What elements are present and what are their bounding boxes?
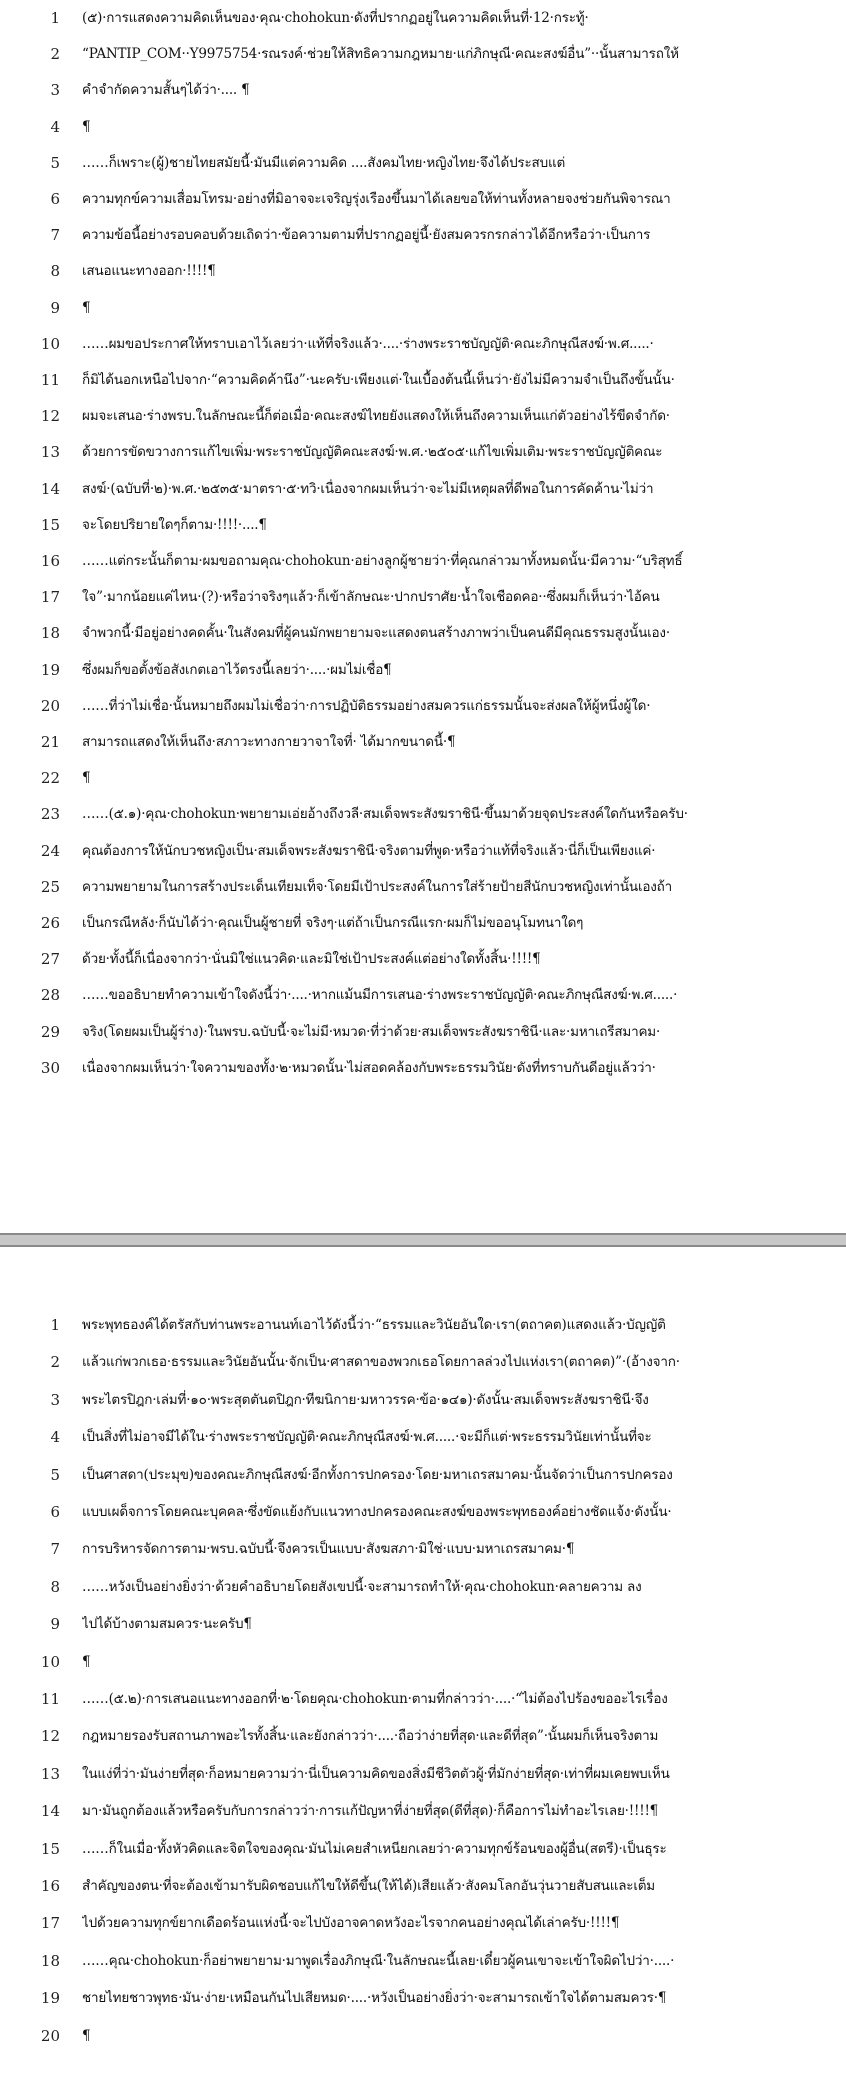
document-line <box>0 109 846 145</box>
document-line <box>0 1718 846 1754</box>
line-text[interactable]: กฎหมายรองรับสถานภาพอะไรทั้งสิ้น·และยังกล่าวว่า·....·ถือว่าง่ายที่สุด·และดีที่สุด”·นั้นผมก็เห็นจริงตาม <box>82 1728 659 1745</box>
line-text[interactable]: ……ขออธิบายทำความเข้าใจดังนี้ว่า·....·หากแม้นมีการเสนอ·ร่างพระราชบัญญัติ·คณะภิกษุณีสงฆ์·พ.ศ.....· <box>82 987 678 1004</box>
document-line <box>0 1868 846 1904</box>
line-number: 20 <box>40 2026 60 2045</box>
document-line <box>0 1569 846 1605</box>
line-number: 19 <box>40 660 60 679</box>
line-text[interactable]: การบริหารจัดการตาม·พรบ.ฉบับนี้·จึงควรเป็นแบบ·สังฆสภา·มิใช่·แบบ·มหาเถรสมาคม·¶ <box>82 1541 575 1558</box>
document-line <box>0 869 846 905</box>
line-text[interactable]: ……ก็ในเมื่อ·ทั้งหัวคิดและจิตใจของคุณ·มันไม่เคยสำเหนียกเลยว่า·ความทุกข์ร้อนของผู้อื่น(สตรี)·เป็นธุระ <box>82 1840 667 1857</box>
line-text[interactable]: ความข้อนี้อย่างรอบคอบด้วยเถิดว่า·ข้อความตามที่ปรากฏอยู่นี้·ยังสมควรกรกล่าวได้อีกหรือว่า·เป็นการ <box>82 227 651 244</box>
line-text[interactable]: ¶ <box>82 2027 91 2044</box>
line-text[interactable]: ความพยายามในการสร้างประเด็นเทียมเท็จ·โดยมีเป้าประสงค์ในการใส่ร้ายป้ายสีนักบวชหญิงเท่านั้นเองถ้า <box>82 878 673 895</box>
line-number: 14 <box>40 479 60 498</box>
line-text[interactable]: ……คุณ·chohokun·ก็อย่าพยายาม·มาพูดเรื่องภิกษุณี·ในลักษณะนี้เลย·เดี๋ยวผู้คนเขาจะเข้าใจผิดไปว่า·....· <box>82 1952 675 1969</box>
line-number: 15 <box>40 1839 60 1858</box>
line-text[interactable]: ผมจะเสนอ·ร่างพรบ.ในลักษณะนี้ก็ต่อเมื่อ·คณะสงฆ์ไทยยังแสดงให้เห็นถึงความเห็นแก่ตัวอย่างไร้ขีดจำกัด· <box>82 408 670 425</box>
line-text[interactable]: มา·มันถูกต้องแล้วหรือครับกับการกล่าวว่า·การแก้ปัญหาที่ง่ายที่สุด(ดีที่สุด)·ก็คือการไม่ทำอะไรเลย·!!!!¶ <box>82 1803 659 1820</box>
document-line <box>0 326 846 362</box>
line-text[interactable]: จริง(โดยผมเป็นผู้ร่าง)·ในพรบ.ฉบับนี้·จะไม่มี·หมวด·ที่ว่าด้วย·สมเด็จพระสังฆราชินี·และ·มหาเถรีสมาคม· <box>82 1023 661 1040</box>
document-line <box>0 543 846 579</box>
document-line <box>0 1419 846 1455</box>
line-number: 28 <box>40 986 60 1005</box>
line-number: 12 <box>40 1727 60 1746</box>
document-line <box>0 2018 846 2054</box>
document-line <box>0 181 846 217</box>
line-number: 23 <box>40 805 60 824</box>
line-text[interactable]: ความทุกข์ความเสื่อมโทรม·อย่างที่มิอาจจะเจริญรุ่งเรืองขึ้นมาได้เลยขอให้ท่านทั้งหลายจงช่วยกันพิจารณา <box>82 191 671 207</box>
document-line <box>0 688 846 724</box>
line-text[interactable]: จะโดยปริยายใดๆก็ตาม·!!!!·....¶ <box>82 516 267 533</box>
document-line <box>0 579 846 615</box>
line-number: 16 <box>40 552 60 570</box>
line-number: 27 <box>40 950 60 969</box>
line-number: 11 <box>40 1690 60 1708</box>
line-number: 3 <box>50 1390 60 1409</box>
line-text[interactable]: สามารถแสดงให้เห็นถึง·สภาวะทางกายวาจาใจที่· ได้มากขนาดนี้·¶ <box>82 734 456 750</box>
document-line <box>0 1382 846 1418</box>
line-number: 10 <box>40 334 60 353</box>
line-text[interactable]: ……ผมขอประกาศให้ทราบเอาไว้เลยว่า·แท้ที่จริงแล้ว·....·ร่างพระราชบัญญัติ·คณะภิกษุณีสงฆ์·พ.ศ.....· <box>82 335 654 352</box>
line-number: 11 <box>40 371 60 389</box>
document-line <box>0 941 846 977</box>
line-number: 22 <box>40 769 60 788</box>
line-number: 20 <box>40 696 60 715</box>
line-text[interactable]: ¶ <box>82 118 91 135</box>
line-number: 4 <box>50 1428 60 1447</box>
document-line <box>0 1980 846 2016</box>
document-line <box>0 1050 846 1086</box>
line-text[interactable]: ไปด้วยความทุกข์ยากเดือดร้อนแห่งนี้·จะไปบังอาจคาดหวังอะไรจากคนอย่างคุณได้เล่าครับ·!!!!¶ <box>82 1915 620 1932</box>
line-number: 6 <box>50 190 60 208</box>
document-line <box>0 1831 846 1867</box>
line-number: 9 <box>50 1615 60 1634</box>
line-number: 1 <box>50 1316 60 1334</box>
document-page-2 <box>0 1247 846 2077</box>
document-line <box>0 36 846 72</box>
document-line <box>0 398 846 434</box>
line-text[interactable]: เสนอแนะทางออก·!!!!¶ <box>82 263 216 280</box>
line-text[interactable]: ใจ”·มากน้อยแค่ไหน·(?)·หรือว่าจริงๆแล้ว·ก็เข้าลักษณะ·ปากปราศัย·น้ำใจเชือดคอ··ซึ่งผมก็เห็นว่า·ไอ้คน <box>82 589 660 606</box>
document-line <box>0 1531 846 1567</box>
document-line <box>0 977 846 1013</box>
document-line <box>0 290 846 326</box>
document-line <box>0 796 846 832</box>
document-line <box>0 1014 846 1050</box>
document-line <box>0 1494 846 1530</box>
line-text[interactable]: ชายไทยชาวพุทธ·มัน·ง่าย·เหมือนกันไปเสียหมด·....·หวังเป็นอย่างยิ่งว่า·จะสามารถเข้าใจได้ตามสมควร·¶ <box>82 1990 667 2007</box>
line-text[interactable]: เป็นสิ่งที่ไม่อาจมีได้ใน·ร่างพระราชบัญญัติ·คณะภิกษุณีสงฆ์·พ.ศ.....·จะมีก็แต่·พระธรรมวินัยเท่านั้นที่จะ <box>82 1429 652 1446</box>
line-number: 29 <box>40 1022 60 1041</box>
line-text[interactable]: ……(๕.๒)·การเสนอแนะทางออกที่·๒·โดยคุณ·chohokun·ตามที่กล่าวว่า·....·“ไม่ต้องไปร้องขออะไรเรื่อง <box>82 1691 668 1707</box>
page-break <box>0 1233 846 1247</box>
document-line <box>0 72 846 108</box>
line-number: 6 <box>50 1503 60 1521</box>
line-number: 18 <box>40 1951 60 1970</box>
document-line <box>0 362 846 398</box>
line-number: 16 <box>40 1877 60 1895</box>
line-text[interactable]: พระไตรปิฎก·เล่มที่·๑๐·พระสุตตันตปิฎก·ทีฆนิกาย·มหาวรรค·ข้อ·๑๔๑)·ดังนั้น·สมเด็จพระสังฆราชินี·จึง <box>82 1391 649 1408</box>
line-number: 3 <box>50 81 60 100</box>
document-line <box>0 434 846 470</box>
document-line <box>0 1943 846 1979</box>
document-line <box>0 0 846 36</box>
document-line <box>0 724 846 760</box>
line-number: 18 <box>40 624 60 643</box>
line-text[interactable]: พระพุทธองค์ได้ตรัสกับท่านพระอานนท์เอาไว้ดังนี้ว่า·“ธรรมและวินัยอันใด·เรา(ตถาคต)แสดงแล้ว·บัญญัติ <box>82 1317 666 1333</box>
line-number: 21 <box>40 733 60 751</box>
document-line <box>0 905 846 941</box>
line-text[interactable]: ¶ <box>82 1653 91 1670</box>
line-text[interactable]: เป็นศาสดา(ประมุข)ของคณะภิกษุณีสงฆ์·อีกทั้งการปกครอง·โดย·มหาเถรสมาคม·นั้นจัดว่าเป็นการปกครอง <box>82 1466 673 1483</box>
line-text[interactable]: “PANTIP_COM··Y9975754·รณรงค์·ช่วยให้สิทธิความกฎหมาย·แก่ภิกษุณี·คณะสงฆ์อื่น”··นั้นสามารถให้ <box>82 46 679 63</box>
document-line <box>0 760 846 796</box>
line-text[interactable]: ด้วย·ทั้งนี้ก็เนื่องจากว่า·นั่นมิใช่แนวคิด·และมิใช่เป้าประสงค์แต่อย่างใดทั้งสิ้น·!!!!¶ <box>82 951 541 968</box>
line-number: 1 <box>50 9 60 27</box>
line-text[interactable]: ……ที่ว่าไม่เชื่อ·นั้นหมายถึงผมไม่เชื่อว่า·การปฏิบัติธรรมอย่างสมควรแก่ธรรมนั้นจะส่งผลให้ผู้หนึ่งผู้ใด· <box>82 697 651 714</box>
line-number: 7 <box>50 1540 60 1559</box>
document-line <box>0 1793 846 1829</box>
line-text[interactable]: ……ก็เพราะ(ผู้)ชายไทยสมัยนี้·มันมีแต่ความคิด ....สังคมไทย·หญิงไทย·จึงได้ประสบแต่ <box>82 154 566 171</box>
line-number: 14 <box>40 1802 60 1821</box>
line-text[interactable]: ……หวังเป็นอย่างยิ่งว่า·ด้วยคำอธิบายโดยสังเขปนี้·จะสามารถทำให้·คุณ·chohokun·คลายความ ลง <box>82 1578 642 1595</box>
line-number: 15 <box>40 515 60 534</box>
line-number: 25 <box>40 877 60 896</box>
line-number: 24 <box>40 841 60 860</box>
line-text[interactable]: ……แต่กระนั้นก็ตาม·ผมขอถามคุณ·chohokun·อย่างลูกผู้ชายว่า·ที่คุณกล่าวมาทั้งหมดนั้น·มีความ·“บริสุทธิ์ <box>82 553 683 569</box>
document-line <box>0 217 846 253</box>
line-text[interactable]: ¶ <box>82 299 91 316</box>
document-line <box>0 615 846 651</box>
document-line <box>0 1344 846 1380</box>
line-text[interactable]: คำจำกัดความสั้นๆได้ว่า·.... ¶ <box>82 82 250 99</box>
line-text[interactable]: ……(๕.๑)·คุณ·chohokun·พยายามเอ่ยอ้างถึงวลี·สมเด็จพระสังฆราชินี·ขึ้นมาด้วยจุดประสงค์ใดกันหรือครับ· <box>82 806 688 823</box>
line-text[interactable]: สำคัญของตน·ที่จะต้องเข้ามารับผิดชอบแก้ไขให้ดีขึ้น(ให้ได้)เสียแล้ว·สังคมโลกอันวุ่นวายสับสนและเต็ม <box>82 1878 655 1894</box>
line-number: 8 <box>50 262 60 281</box>
document-line <box>0 507 846 543</box>
document-line <box>0 253 846 289</box>
line-text[interactable]: เป็นกรณีหลัง·ก็นับได้ว่า·คุณเป็นผู้ชายที่ จริงๆ·แต่ถ้าเป็นกรณีแรก·ผมก็ไม่ขออนุโมทนาใดๆ <box>82 915 584 931</box>
line-text[interactable]: แล้วแก่พวกเธอ·ธรรมและวินัยอันนั้น·จักเป็น·ศาสดาของพวกเธอโดยกาลล่วงไปแห่งเรา(ตถาคต)”·(อ้างจาก· <box>82 1354 680 1371</box>
line-number: 5 <box>50 153 60 172</box>
line-number: 2 <box>50 45 60 64</box>
line-number: 12 <box>40 407 60 426</box>
line-number: 17 <box>40 588 60 607</box>
line-number: 4 <box>50 117 60 136</box>
line-number: 13 <box>40 443 60 462</box>
line-number: 17 <box>40 1914 60 1933</box>
line-text[interactable]: ไปได้บ้างตามสมควร·นะครับ¶ <box>82 1616 252 1633</box>
document-line <box>0 1681 846 1717</box>
line-number: 9 <box>50 298 60 317</box>
document-line <box>0 145 846 181</box>
line-number: 26 <box>40 914 60 932</box>
line-text[interactable]: ก็มิได้นอกเหนือไปจาก·“ความคิดค้านึง”·นะครับ·เพียงแต่·ในเบื้องต้นนี้เห็นว่า·ยังไม่มีความจำเป็นถึงขั้นนั้น· <box>82 372 675 388</box>
line-text[interactable]: ด้วยการขัดขวางการแก้ไขเพิ่ม·พระราชบัญญัติคณะสงฆ์·พ.ศ.·๒๕๐๕·แก้ไขเพิ่มเติม·พระราชบัญญัติคณะ <box>82 444 663 461</box>
document-line <box>0 833 846 869</box>
line-text[interactable]: คุณต้องการให้นักบวชหญิงเป็น·สมเด็จพระสังฆราชินี·จริงตามที่พูด·หรือว่าแท้ที่จริงแล้ว·นี่ก็เป็นเพียงแค่· <box>82 842 656 859</box>
document-line <box>0 1457 846 1493</box>
line-number: 19 <box>40 1989 60 2008</box>
line-text[interactable]: สงฆ์·(ฉบับที่·๒)·พ.ศ.·๒๕๓๕·มาตรา·๕·ทวิ·เนื่องจากผมเห็นว่า·จะไม่มีเหตุผลที่ดีพอในการคัดค้าน·ไม่ว่า <box>82 480 654 497</box>
line-number: 2 <box>50 1353 60 1372</box>
line-number: 5 <box>50 1465 60 1484</box>
line-text[interactable]: ¶ <box>82 770 91 787</box>
document-line <box>0 1905 846 1941</box>
line-number: 7 <box>50 226 60 245</box>
line-number: 10 <box>40 1652 60 1671</box>
line-text[interactable]: จำพวกนี้·มีอยู่อย่างคดคั้น·ในสังคมที่ผู้คนมักพยายามจะแสดงตนสร้างภาพว่าเป็นคนดีมีคุณธรรมสูงนั้นเอง· <box>82 625 670 642</box>
document-line <box>0 1644 846 1680</box>
line-number: 30 <box>40 1058 60 1077</box>
line-text[interactable]: แบบเผด็จการโดยคณะบุคคล·ซึ่งขัดแย้งกับแนวทางปกครองคณะสงฆ์ของพระพุทธองค์อย่างชัดแจ้ง·ดังนั้น· <box>82 1504 672 1520</box>
line-text[interactable]: (๕)·การแสดงความคิดเห็นของ·คุณ·chohokun·ดังที่ปรากฏอยู่ในความคิดเห็นที่·12·กระทู้· <box>82 10 589 26</box>
document-line <box>0 1606 846 1642</box>
document-line <box>0 1307 846 1343</box>
document-line <box>0 1756 846 1792</box>
line-number: 13 <box>40 1764 60 1783</box>
line-text[interactable]: ในแง่ที่ว่า·มันง่ายที่สุด·ก็อหมายความว่า·นี่เป็นความคิดของสิ่งมีชีวิตตัวผู้·ที่มักง่ายที่สุด·เท่าที่ผมเคยพบเห็น <box>82 1765 670 1782</box>
line-text[interactable]: ซึ่งผมก็ขอตั้งข้อสังเกตเอาไว้ตรงนี้เลยว่า·....·ผมไม่เชื่อ¶ <box>82 661 392 678</box>
document-line <box>0 471 846 507</box>
document-line <box>0 652 846 688</box>
line-text[interactable]: เนื่องจากผมเห็นว่า·ใจความของทั้ง·๒·หมวดนั้น·ไม่สอดคล้องกับพระธรรมวินัย·ดังที่ทราบกันดีอยู่แล้วว่า· <box>82 1059 656 1076</box>
line-number: 8 <box>50 1577 60 1596</box>
